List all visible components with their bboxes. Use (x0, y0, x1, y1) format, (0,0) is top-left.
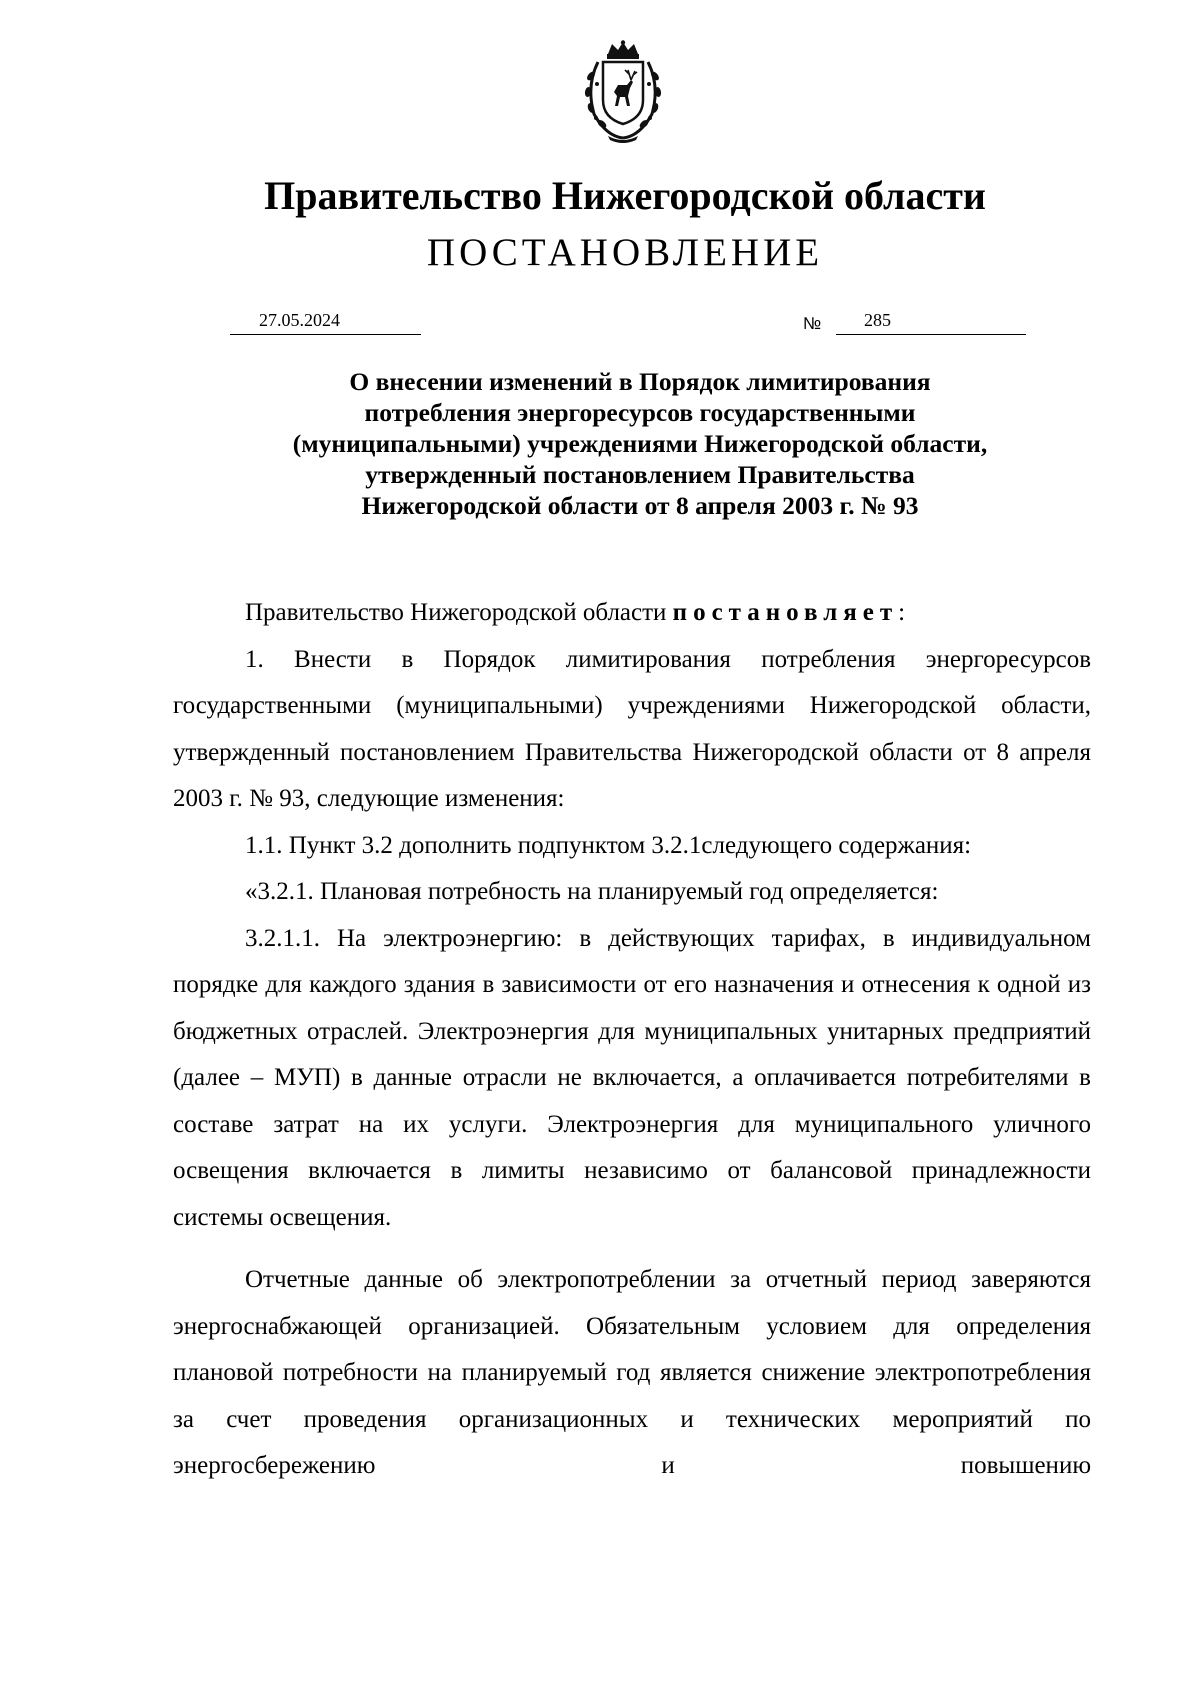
paragraph-3-2-1-1: 3.2.1.1. На электроэнергию: в действующих тарифах, в индивидуальном порядке для каждого здания в зависимости от его назначения и отнесения к одной из бюджетных отраслей. Электроэнергия для муниципальных унитарных предприятий (далее – МУП) в данные отрасли не включается, а оплачивается потребителями в составе затрат на их услуги. Электроэнергия для муниципального уличного освещения включается в лимиты независимо от балансовой принадлежности системы освещения. (173, 924, 1091, 1231)
heading-line: (муниципальными) учреждениями Нижегородской области, (292, 429, 988, 458)
nizhny-novgorod-coat-of-arms-icon (570, 40, 676, 146)
paragraph-report: Отчетные данные об электропотреблении за отчетный период заверяются энергоснабжающей организацией. Обязательным условием для определения плановой потребности на планируемый год является снижение электропотребления за счет проведения организационных и технических мероприятий по энергосбережению и повышению (173, 1266, 1091, 1479)
paragraph-1-1: 1.1. Пункт 3.2 дополнить подпунктом 3.2.1следующего содержания: (245, 831, 972, 859)
preamble-prefix: Правительство Нижегородской области (245, 599, 673, 626)
heading-line: утвержденный постановлением Правительства (365, 460, 915, 489)
heading-line: Нижегородской области от 8 апреля 2003 г. № 93 (361, 491, 919, 520)
preamble (173, 590, 1091, 637)
document-date: 27.05.2024 (259, 310, 340, 330)
paragraph-3-2-1: «3.2.1. Плановая потребность на планируемый год определяется: (245, 878, 939, 905)
org-title: Правительство Нижегородской области (264, 173, 986, 218)
heading-line: О внесении изменений в Порядок лимитирования (349, 367, 931, 396)
document-type: ПОСТАНОВЛЕНИЕ (426, 231, 824, 274)
preamble-verb: постановляет (672, 599, 899, 626)
document-number-field (836, 306, 1026, 335)
document-date-field (230, 306, 421, 335)
preamble-suffix: : (898, 599, 906, 626)
document-body (173, 590, 1091, 1490)
paragraph-1: 1. Внести в Порядок лимитирования потребления энергоресурсов государственными (муниципальными) учреждениями Нижегородской области, утвержденный постановлением Правительства Нижегородской области от 8 апреля 2003 г. № 93, следующие изменения: (173, 645, 1091, 812)
document-number: 285 (864, 310, 891, 330)
number-sign: № (803, 314, 822, 333)
heading-line: потребления энергоресурсов государственными (364, 398, 916, 427)
document-heading (200, 366, 1080, 521)
